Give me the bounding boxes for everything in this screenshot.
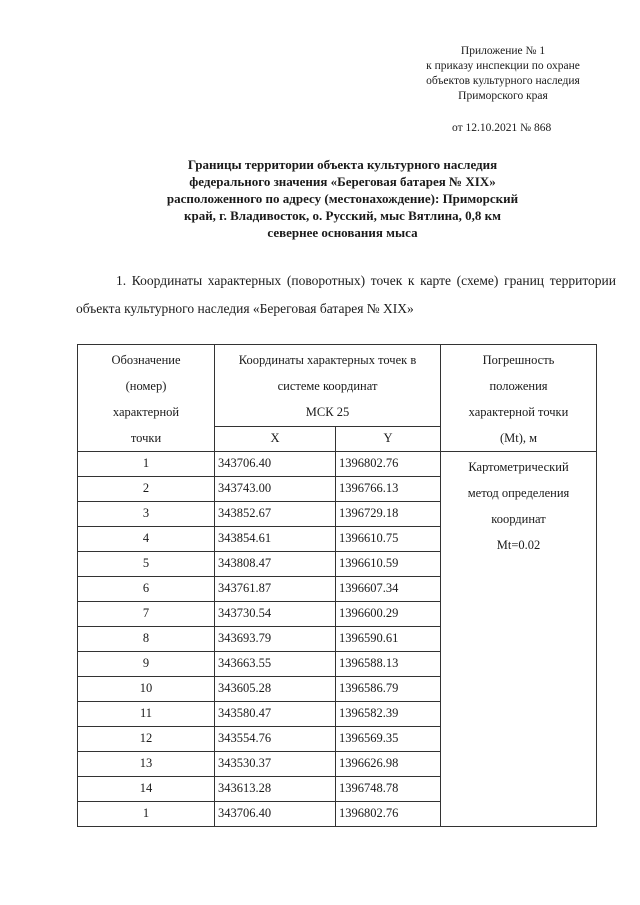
x-coordinate-cell: 343743.00 (215, 477, 336, 502)
order-date: от 12.10.2021 № 868 (452, 122, 552, 134)
header-x: X (215, 427, 336, 452)
header-text: (номер) (125, 379, 167, 393)
y-coordinate-cell: 1396766.13 (336, 477, 441, 502)
title-line: край, г. Владивосток, о. Русский, мыс Вятлина, 0,8 км (183, 208, 502, 223)
header-point-number (78, 345, 215, 452)
y-coordinate-cell: 1396802.76 (336, 452, 441, 477)
x-coordinate-cell: 343530.37 (215, 752, 336, 777)
x-coordinate-cell: 343706.40 (215, 802, 336, 827)
point-number-cell: 12 (78, 727, 215, 752)
y-coordinate-cell: 1396610.75 (336, 527, 441, 552)
y-coordinate-cell: 1396626.98 (336, 752, 441, 777)
method-text: Mt=0.02 (496, 538, 541, 552)
header-text: МСК 25 (305, 405, 350, 419)
point-number-cell: 9 (78, 652, 215, 677)
x-coordinate-cell: 343580.47 (215, 702, 336, 727)
point-number-cell: 7 (78, 602, 215, 627)
header-coordinates (215, 345, 441, 427)
table-header-row (78, 345, 597, 427)
point-number-cell: 5 (78, 552, 215, 577)
header-text: Координаты характерных точек в (238, 353, 417, 367)
x-coordinate-cell: 343706.40 (215, 452, 336, 477)
header-y: Y (336, 427, 441, 452)
header-error (441, 345, 597, 452)
header-text: системе координат (277, 379, 378, 393)
y-coordinate-cell: 1396600.29 (336, 602, 441, 627)
x-coordinate-cell: 343808.47 (215, 552, 336, 577)
point-number-cell: 11 (78, 702, 215, 727)
x-coordinate-cell: 343852.67 (215, 502, 336, 527)
annex-line: к приказу инспекции по охране (426, 60, 580, 72)
annex-line: объектов культурного наследия (426, 75, 580, 87)
section-paragraph (76, 267, 616, 323)
y-coordinate-cell: 1396590.61 (336, 627, 441, 652)
y-coordinate-cell: 1396748.78 (336, 777, 441, 802)
point-number-cell: 1 (78, 452, 215, 477)
x-coordinate-cell: 343730.54 (215, 602, 336, 627)
y-coordinate-cell: 1396802.76 (336, 802, 441, 827)
method-text: Картометрический (468, 460, 569, 474)
y-coordinate-cell: 1396569.35 (336, 727, 441, 752)
method-text: метод определения (467, 486, 570, 500)
title-line: расположенного по адресу (местонахождение): Приморский (166, 191, 519, 206)
method-cell (441, 452, 597, 827)
y-coordinate-cell: 1396586.79 (336, 677, 441, 702)
header-text: положения (489, 379, 548, 393)
title-line: федерального значения «Береговая батарея № XIX» (189, 174, 496, 189)
header-text: точки (130, 431, 162, 445)
point-number-cell: 10 (78, 677, 215, 702)
y-coordinate-cell: 1396588.13 (336, 652, 441, 677)
header-text: (Mt), м (499, 431, 538, 445)
y-coordinate-cell: 1396607.34 (336, 577, 441, 602)
method-text: координат (491, 512, 546, 526)
document-title (140, 156, 545, 241)
annex-line: Приложение № 1 (460, 45, 546, 57)
annex-header (400, 44, 606, 104)
header-text: характерной (112, 405, 180, 419)
header-text: Погрешность (482, 353, 555, 367)
point-number-cell: 3 (78, 502, 215, 527)
header-text: характерной точки (468, 405, 569, 419)
x-coordinate-cell: 343663.55 (215, 652, 336, 677)
x-coordinate-cell: 343605.28 (215, 677, 336, 702)
title-line: Границы территории объекта культурного наследия (187, 157, 498, 172)
y-coordinate-cell: 1396729.18 (336, 502, 441, 527)
x-coordinate-cell: 343761.87 (215, 577, 336, 602)
x-coordinate-cell: 343613.28 (215, 777, 336, 802)
y-coordinate-cell: 1396582.39 (336, 702, 441, 727)
point-number-cell: 8 (78, 627, 215, 652)
section-text: 1. Координаты характерных (поворотных) точек к карте (схеме) границ территории объекта культурного наследия «Береговая батарея № XIX» (76, 273, 616, 316)
x-coordinate-cell: 343693.79 (215, 627, 336, 652)
point-number-cell: 14 (78, 777, 215, 802)
point-number-cell: 2 (78, 477, 215, 502)
table-row (78, 452, 597, 477)
title-line: севернее основания мыса (267, 225, 418, 240)
y-coordinate-cell: 1396610.59 (336, 552, 441, 577)
point-number-cell: 13 (78, 752, 215, 777)
header-text: Обозначение (111, 353, 181, 367)
point-number-cell: 6 (78, 577, 215, 602)
annex-line: Приморского края (458, 90, 548, 102)
point-number-cell: 4 (78, 527, 215, 552)
point-number-cell: 1 (78, 802, 215, 827)
x-coordinate-cell: 343554.76 (215, 727, 336, 752)
x-coordinate-cell: 343854.61 (215, 527, 336, 552)
coordinates-table (77, 344, 597, 827)
